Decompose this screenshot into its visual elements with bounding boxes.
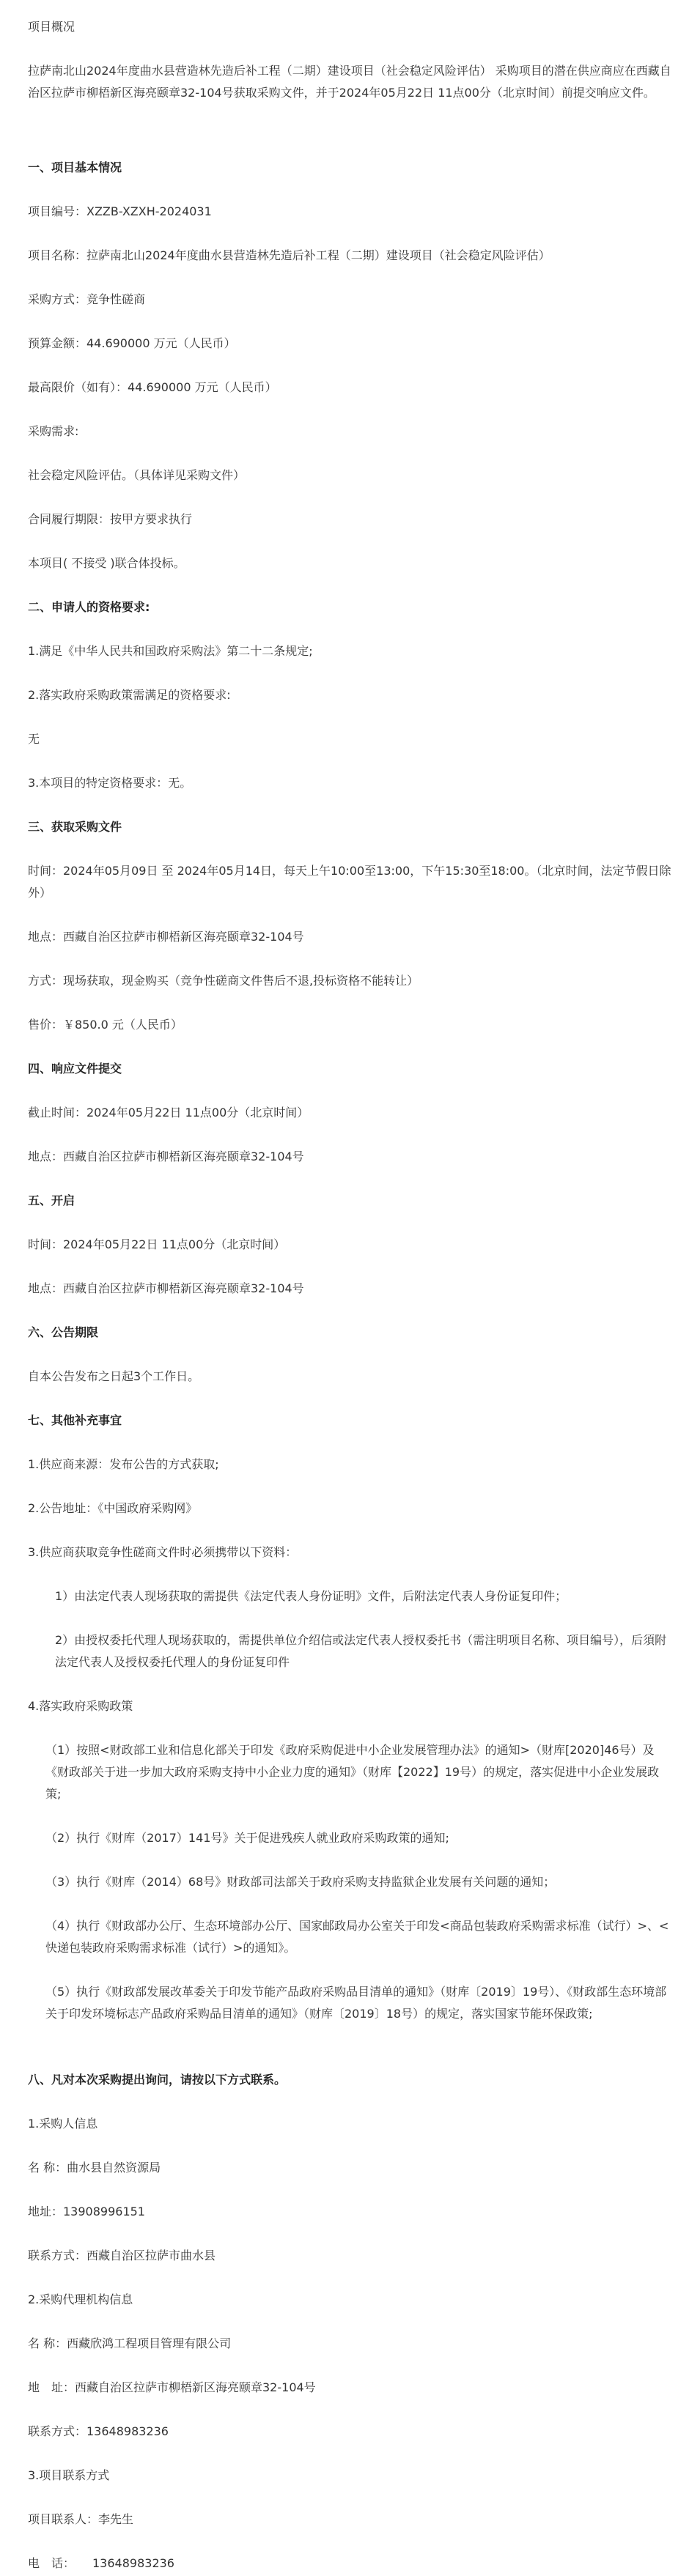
project-contact-person: 项目联系人：李先生 — [28, 2512, 134, 2526]
purchaser-name: 名 称：曲水县自然资源局 — [28, 2161, 161, 2175]
demand-text: 社会稳定风险评估。（具体详见采购文件） — [28, 468, 246, 482]
purchaser-contact: 联系方式：西藏自治区拉萨市曲水县 — [28, 2249, 216, 2262]
policy-5: （5）执行《财政部发展改革委关于印发节能产品政府采购品目清单的通知》（财库〔2019〕19号）、《财政部生态环境部关于印发环境标志产品政府采购品目清单的通知》（财库〔2019〕18号）的规定，落实国家节能环保政策; — [45, 1985, 667, 2021]
section-4-heading: 四、响应文件提交 — [28, 1062, 122, 1076]
section-6-heading: 六、公告期限 — [28, 1325, 99, 1339]
agency-contact: 联系方式：13648983236 — [28, 2424, 169, 2438]
opening-time: 时间：2024年05月22日 11点00分（北京时间） — [28, 1237, 286, 1251]
purchaser-title: 1.采购人信息 — [28, 2117, 98, 2131]
section-7-heading: 七、其他补充事宜 — [28, 1413, 122, 1427]
project-contact-title: 3.项目联系方式 — [28, 2468, 110, 2482]
agency-name: 名 称：西藏欣鸿工程项目管理有限公司 — [28, 2336, 232, 2350]
opening-place: 地点：西藏自治区拉萨市柳梧新区海亮颐章32-104号 — [28, 1281, 304, 1295]
announcement-period: 自本公告发布之日起3个工作日。 — [28, 1369, 200, 1383]
consortium-note: 本项目( 不接受 )联合体投标。 — [28, 556, 185, 570]
obtain-time: 时间：2024年05月09日 至 2024年05月14日，每天上午10:00至13:00，下午15:30至18:00。（北京时间，法定节假日除外） — [28, 864, 671, 900]
purchaser-address: 地址：13908996151 — [28, 2205, 145, 2218]
section-2-heading: 二、申请人的资格要求: — [28, 600, 150, 614]
budget-amount: 预算金额：44.690000 万元（人民币） — [28, 336, 236, 350]
policy-4: （4）执行《财政部办公厅、生态环境部办公厅、国家邮政局办公室关于印发<商品包装政府采购需求标准（试行）>、<快递包装政府采购需求标准（试行）>的通知》。 — [45, 1919, 669, 1955]
overview-paragraph: 拉萨南北山2024年度曲水县营造林先造后补工程（二期）建设项目（社会稳定风险评估） 采购项目的潜在供应商应在西藏自治区拉萨市柳梧新区海亮颐章32-104号获取采购文件，并于2024年05月22日 11点00分（北京时间）前提交响应文件。 — [28, 64, 671, 100]
procurement-method: 采购方式：竞争性磋商 — [28, 292, 146, 306]
supplement-item-3-1: 1）由法定代表人现场获取的需提供《法定代表人身份证明》文件，后附法定代表人身份证复印件； — [55, 1589, 567, 1603]
qualification-item-3: 3.本项目的特定资格要求：无。 — [28, 776, 192, 790]
obtain-way: 方式：现场获取，现金购买（竞争性磋商文件售后不退,投标资格不能转让） — [28, 974, 419, 988]
section-1-heading: 一、项目基本情况 — [28, 160, 122, 174]
project-number: 项目编号：XZZB-XZXH-2024031 — [28, 204, 212, 218]
supplement-item-3-2: 2）由授权委托代理人现场获取的，需提供单位介绍信或法定代表人授权委托书（需注明项目名称、项目编号），后須附法定代表人及授权委托代理人的身份证复印件 — [55, 1633, 667, 1669]
max-price: 最高限价（如有）：44.690000 万元（人民币） — [28, 380, 277, 394]
contract-period: 合同履行期限：按甲方要求执行 — [28, 512, 193, 526]
qualification-item-1: 1.满足《中华人民共和国政府采购法》第二十二条规定; — [28, 644, 313, 658]
obtain-place: 地点：西藏自治区拉萨市柳梧新区海亮颐章32-104号 — [28, 930, 304, 944]
policy-1: （1）按照<财政部工业和信息化部关于印发《政府采购促进中小企业发展管理办法》的通知>（财库[2020]46号）及《财政部关于进一步加大政府采购支持中小企业力度的通知》（财库【2022】19号）的规定，落实促进中小企业发展政策; — [45, 1743, 660, 1801]
supplement-item-1: 1.供应商来源：发布公告的方式获取; — [28, 1457, 219, 1471]
agency-title: 2.采购代理机构信息 — [28, 2292, 133, 2306]
submission-place: 地点：西藏自治区拉萨市柳梧新区海亮颐章32-104号 — [28, 1150, 304, 1163]
qualification-item-2: 2.落实政府采购政策需满足的资格要求: — [28, 688, 231, 702]
supplement-item-3: 3.供应商获取竞争性磋商文件时必须携带以下资料： — [28, 1545, 298, 1559]
agency-address: 地 址：西藏自治区拉萨市柳梧新区海亮颐章32-104号 — [28, 2380, 316, 2394]
policy-3: （3）执行《财库（2014）68号》财政部司法部关于政府采购支持监狱企业发展有关问题的通知； — [45, 1875, 556, 1889]
demand-label: 采购需求: — [28, 424, 79, 438]
supplement-item-4: 4.落实政府采购政策 — [28, 1699, 133, 1713]
doc-title: 项目概况 — [28, 20, 75, 34]
section-3-heading: 三、获取采购文件 — [28, 820, 122, 834]
section-8-heading: 八、凡对本次采购提出询问，请按以下方式联系。 — [28, 2073, 287, 2087]
supplement-item-2: 2.公告地址：《中国政府采购网》 — [28, 1501, 198, 1515]
section-5-heading: 五、开启 — [28, 1193, 75, 1207]
project-contact-phone: 电 话： 13648983236 — [28, 2556, 174, 2570]
policy-2: （2）执行《财库（2017）141号》关于促进残疾人就业政府采购政策的通知; — [45, 1831, 449, 1845]
document-price: 售价：￥850.0 元（人民币） — [28, 1018, 183, 1032]
project-name: 项目名称：拉萨南北山2024年度曲水县营造林先造后补工程（二期）建设项目（社会稳定风险评估） — [28, 248, 550, 262]
qualification-item-2-value: 无 — [28, 732, 40, 746]
submission-deadline: 截止时间：2024年05月22日 11点00分（北京时间） — [28, 1106, 309, 1119]
